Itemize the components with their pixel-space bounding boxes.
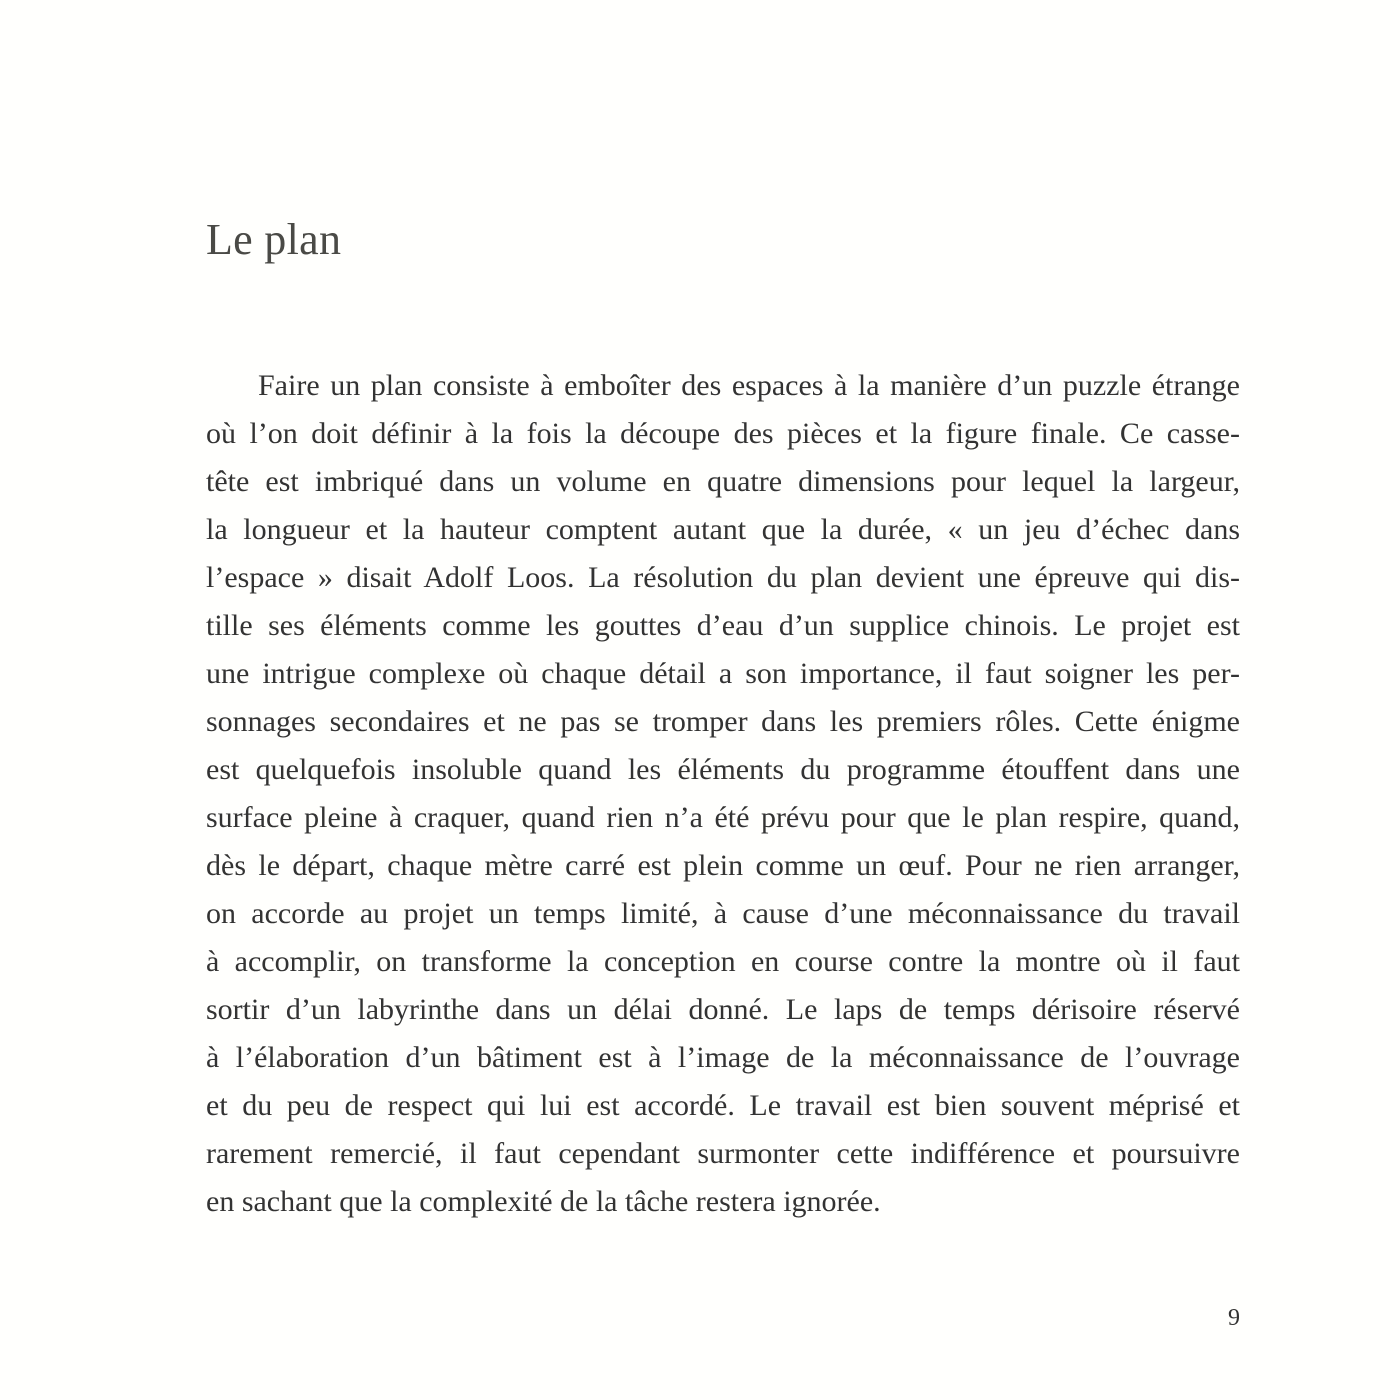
- paragraph-line: et du peu de respect qui lui est accordé. Le travail est bien souvent méprisé et: [206, 1089, 1240, 1122]
- paragraph-line: la longueur et la hauteur comptent autant que la durée, « un jeu d’échec dans: [206, 513, 1240, 546]
- paragraph-line: en sachant que la complexité de la tâche restera ignorée.: [206, 1185, 881, 1218]
- paragraph-line: rarement remercié, il faut cependant surmonter cette indifférence et poursuivre: [206, 1137, 1240, 1170]
- paragraph-line: Faire un plan consiste à emboîter des espaces à la manière d’un puzzle étrange: [258, 369, 1240, 402]
- paragraph-line: tête est imbriqué dans un volume en quatre dimensions pour lequel la largeur,: [206, 465, 1240, 498]
- paragraph-line: à accomplir, on transforme la conception en course contre la montre où il faut: [206, 945, 1240, 978]
- paragraph-line: on accorde au projet un temps limité, à cause d’une méconnaissance du travail: [206, 897, 1240, 930]
- paragraph-line: où l’on doit définir à la fois la découpe des pièces et la figure finale. Ce casse-: [206, 417, 1240, 450]
- paragraph-line: tille ses éléments comme les gouttes d’eau d’un supplice chinois. Le projet est: [206, 609, 1240, 642]
- paragraph-line: une intrigue complexe où chaque détail a son importance, il faut soigner les per-: [206, 657, 1240, 690]
- page-number: 9: [1228, 1305, 1240, 1331]
- paragraph-line: dès le départ, chaque mètre carré est plein comme un œuf. Pour ne rien arranger,: [206, 849, 1240, 882]
- paragraph-line: est quelquefois insoluble quand les éléments du programme étouffent dans une: [206, 753, 1240, 786]
- paragraph-line: l’espace » disait Adolf Loos. La résolution du plan devient une épreuve qui dis-: [206, 561, 1240, 594]
- paragraph-line: à l’élaboration d’un bâtiment est à l’image de la méconnaissance de l’ouvrage: [206, 1041, 1240, 1074]
- page-title: Le plan: [206, 215, 342, 264]
- body-paragraph: [206, 362, 1240, 1226]
- paragraph-line: surface pleine à craquer, quand rien n’a été prévu pour que le plan respire, quand,: [206, 801, 1240, 834]
- paragraph-line: sortir d’un labyrinthe dans un délai donné. Le laps de temps dérisoire réservé: [206, 993, 1240, 1026]
- paragraph-line: sonnages secondaires et ne pas se tromper dans les premiers rôles. Cette énigme: [206, 705, 1240, 738]
